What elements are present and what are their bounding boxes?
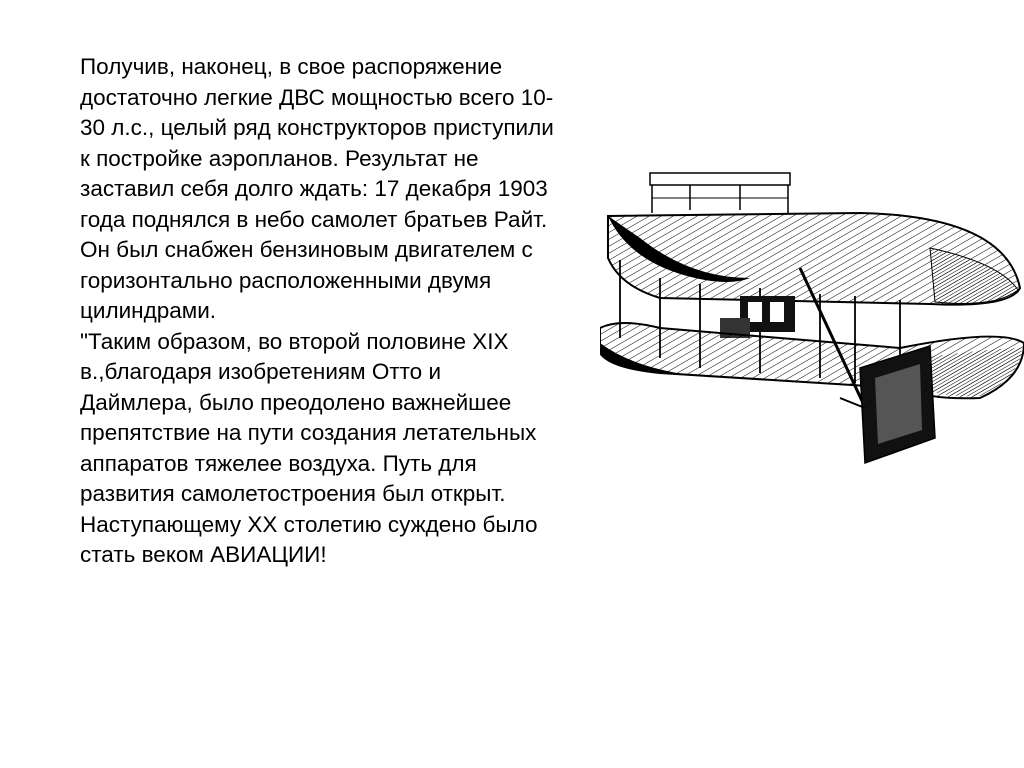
upper-wing [608,213,1020,305]
text-line: стать веком АВИАЦИИ! [80,542,327,567]
text-line: Даймлера, было преодолено важнейшее [80,389,512,415]
text-line: развития самолетостроения был открыт. [80,481,506,506]
wright-flyer-biplane-icon [600,168,1024,468]
text-line: к постройке аэропланов. Результат не [80,145,479,171]
text-line: года поднялся в небо самолет братьев Райт. [80,206,548,232]
text-line: аппаратов тяжелее воздуха. Путь для [80,450,477,476]
text-line: Он был снабжен бензиновым двигателем с [80,237,533,262]
text-line: препятствие на пути создания летательных [80,420,537,445]
text-line: "Таким образом, во второй половине XIX [80,328,509,354]
body-text [80,52,620,571]
text-line: в.,благодаря изобретениям Отто и [80,359,442,384]
text-line: горизонтально расположенными двумя [80,267,492,293]
elevator [650,173,790,213]
text-line: цилиндрами. [80,298,217,323]
text-line: достаточно легкие ДВС мощностью всего 10- [80,84,554,110]
text-line: Получив, наконец, в свое распоряжение [80,54,503,79]
text-line: заставил себя долго ждать: 17 декабря 1903 [80,176,548,201]
lower-wing [600,323,1024,398]
text-line: 30 л.с., целый ряд конструкторов приступили [80,115,554,140]
engine [720,296,795,338]
text-line: Наступающему XX столетию суждено было [80,511,538,537]
